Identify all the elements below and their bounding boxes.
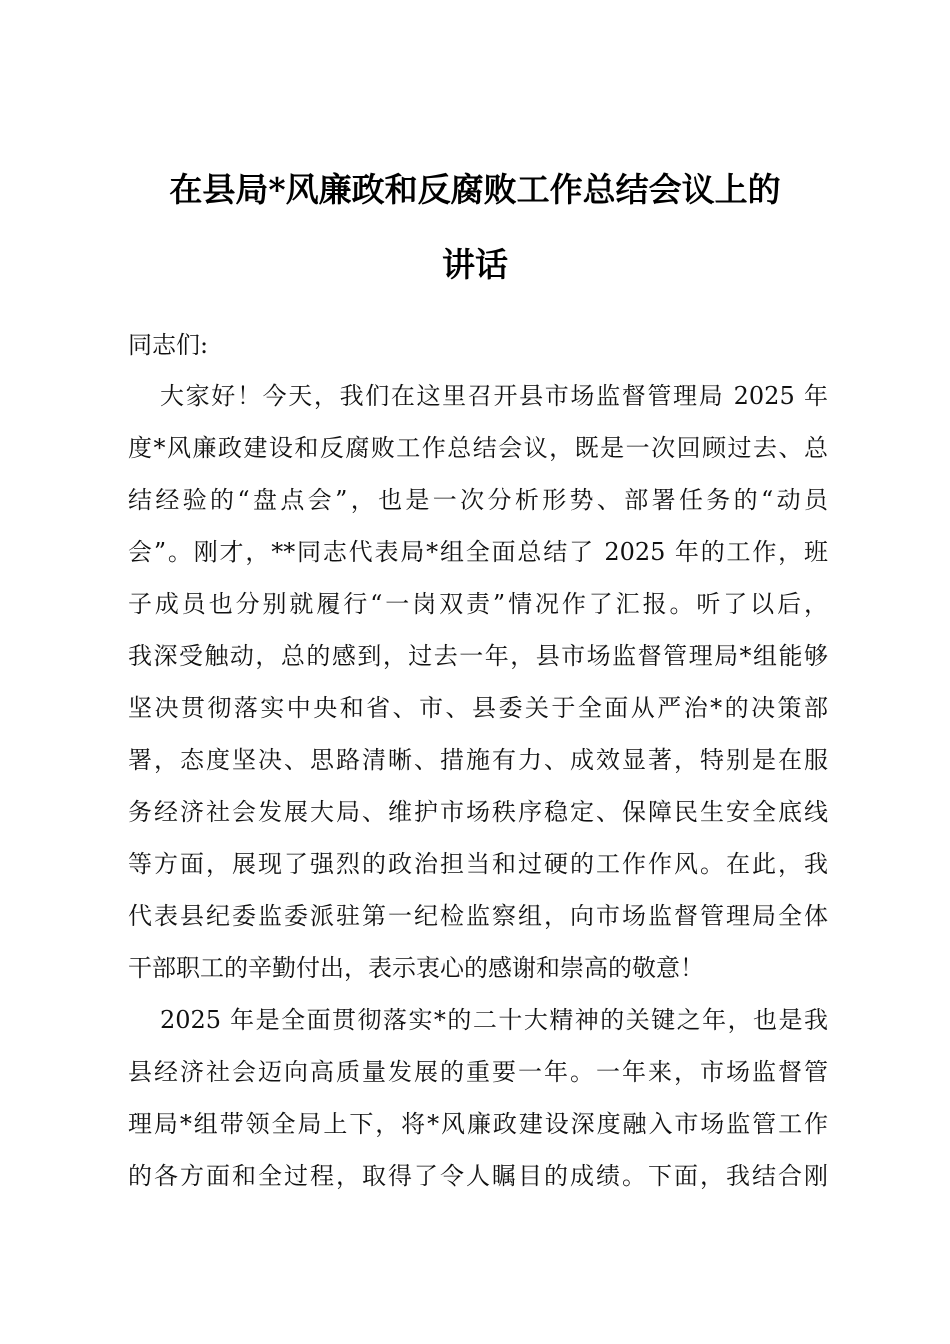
paragraph-1-line-9: 务经济社会发展大局、维护市场秩序稳定、保障民生安全底线 [128,798,828,826]
paragraph-1-line-8: 署，态度坚决、思路清晰、措施有力、成效显著，特别是在服 [128,746,828,774]
paragraph-1-line-2: 度*风廉政建设和反腐败工作总结会议，既是一次回顾过去、总 [128,434,828,462]
paragraph-2-line-2: 县经济社会迈向高质量发展的重要一年。一年来，市场监督管 [128,1058,828,1086]
paragraph-2-line-1: 2025 年是全面贯彻落实*的二十大精神的关键之年，也是我 [160,1006,828,1034]
document-title-line-2: 讲话 [442,245,508,284]
paragraph-1-line-10: 等方面，展现了强烈的政治担当和过硬的工作作风。在此，我 [128,850,828,878]
paragraph-1-line-5: 子成员也分别就履行“一岗双责”情况作了汇报。听了以后， [128,590,828,618]
paragraph-1-line-12: 干部职工的辛勤付出，表示衷心的感谢和崇高的敬意！ [128,954,704,982]
paragraph-1-line-4: 会”。刚才，**同志代表局*组全面总结了 2025 年的工作，班 [128,538,828,566]
paragraph-1-line-3: 结经验的“盘点会”，也是一次分析形势、部署任务的“动员 [128,486,828,514]
paragraph-1-line-7: 坚决贯彻落实中央和省、市、县委关于全面从严治*的决策部 [128,694,828,722]
paragraph-2-line-3: 理局*组带领全局上下，将*风廉政建设深度融入市场监管工作 [128,1110,828,1138]
document-title-line-1: 在县局*风廉政和反腐败工作总结会议上的 [169,170,781,209]
paragraph-1-line-11: 代表县纪委监委派驻第一纪检监察组，向市场监督管理局全体 [128,902,828,930]
salutation: 同志们: [128,331,209,359]
paragraph-1-line-1: 大家好！今天，我们在这里召开县市场监督管理局 2025 年 [160,382,828,410]
paragraph-1-line-6: 我深受触动，总的感到，过去一年，县市场监督管理局*组能够 [128,642,828,670]
paragraph-2-line-4: 的各方面和全过程，取得了令人瞩目的成绩。下面，我结合刚 [128,1162,828,1190]
